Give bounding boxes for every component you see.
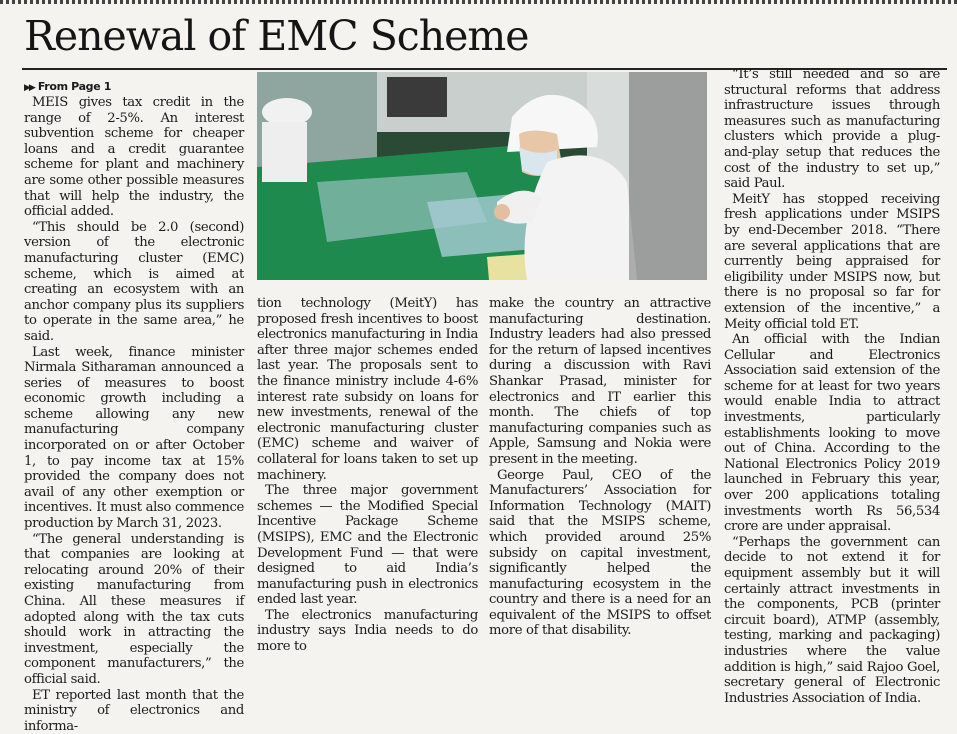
column-4 xyxy=(724,67,940,706)
top-border xyxy=(0,0,957,4)
factory-worker-photo xyxy=(257,72,707,280)
paragraph: “Perhaps the government can decide to not extend it for equipment assembly but it will certainly attract investments in the components, PCB (printer circuit board), ATMP (assembly, testing, marking and packaging) industries where the value addition is high,” said Rajoo Goel, secretary general of Electronic Industries Association of India. xyxy=(724,534,940,706)
headline: Renewal of EMC Scheme xyxy=(24,12,529,60)
paragraph: The electronics manufacturing industry says India needs to do more to xyxy=(257,607,478,655)
paragraph: MEIS gives tax credit in the range of 2-5%. An interest subvention scheme for cheaper loans and a credit guarantee scheme for plant and machinery are some other possible measures that will help the industry, the official added. xyxy=(24,95,244,220)
photo-illustration xyxy=(257,72,707,280)
jump-label: From Page 1 xyxy=(37,80,112,93)
paragraph: “The general understanding is that companies are looking at relocating around 20% of their existing manufacturing from China. All these measures if adopted along with the tax cuts should work in attracting the investment, especially the component manufacturers,” the official said. xyxy=(24,531,244,687)
jump-line xyxy=(24,80,244,95)
paragraph: The three major government schemes — the Modified Special Incentive Package Scheme (MSIPS), EMC and the Electronic Development Fund — that were designed to aid India’s manufacturing push in electronics ended last year. xyxy=(257,483,478,608)
paragraph: “This should be 2.0 (second) version of the electronic manufacturing cluster (EMC) scheme, which is aimed at creating an ecosystem with an anchor company plus its suppliers to operate in the same area,” he said. xyxy=(24,219,244,344)
paragraph: tion technology (MeitY) has proposed fresh incentives to boost electronics manufacturing in India after three major schemes ended last year. The proposals sent to the finance ministry include 4-6% interest rate subsidy on loans for new investments, renewal of the electronic manufacturing cluster (EMC) scheme and waiver of collateral for loans taken to set up machinery. xyxy=(257,296,478,483)
paragraph: Last week, finance minister Nirmala Sitharaman announced a series of measures to boost economic growth including a scheme allowing any new manufacturing company incorporated on or after October 1, to pay income tax at 15% provided the company does not avail of any other exemption or incentives. It must also commence production by March 31, 2023. xyxy=(24,344,244,532)
paragraph: “It’s still needed and so are structural reforms that address infrastructure issues through measures such as manufacturing clusters which provide a plug-and-play setup that reduces the cost of the industry to set up,” said Paul. xyxy=(724,67,940,192)
arrow-icon: ▶▶ xyxy=(24,83,34,93)
paragraph: George Paul, CEO of the Manufacturers’ Association for Information Technology (MAIT) said that the MSIPS scheme, which provided around 25% subsidy on capital investment, significantly helped the manufacturing ecosystem in the country and there is a need for an equivalent of the MSIPS to offset more of that disability. xyxy=(489,467,711,639)
column-2 xyxy=(257,296,478,655)
paragraph: MeitY has stopped receiving fresh applications under MSIPS by end-December 2018. “There are several applications that are currently being appraised for eligibility under MSIPS now, but there is no proposal so far for extension of the incentive,” a Meity official told ET. xyxy=(724,191,940,332)
paragraph: make the country an attractive manufacturing destination. Industry leaders had also pressed for the return of lapsed incentives during a discussion with Ravi Shankar Prasad, minister for electronics and IT earlier this month. The chiefs of top manufacturing companies such as Apple, Samsung and Nokia were present in the meeting. xyxy=(489,296,711,467)
paragraph: ET reported last month that the ministry of electronics and informa- xyxy=(24,687,244,734)
column-3 xyxy=(489,296,711,639)
column-1 xyxy=(24,80,244,734)
paragraph: An official with the Indian Cellular and Electronics Association said extension of the scheme for at least for two years would enable India to attract investments, particularly establishments looking to move out of China. According to the National Electronics Policy 2019 launched in February this year, over 200 applications totaling investments worth Rs 56,534 crore are under appraisal. xyxy=(724,332,940,535)
